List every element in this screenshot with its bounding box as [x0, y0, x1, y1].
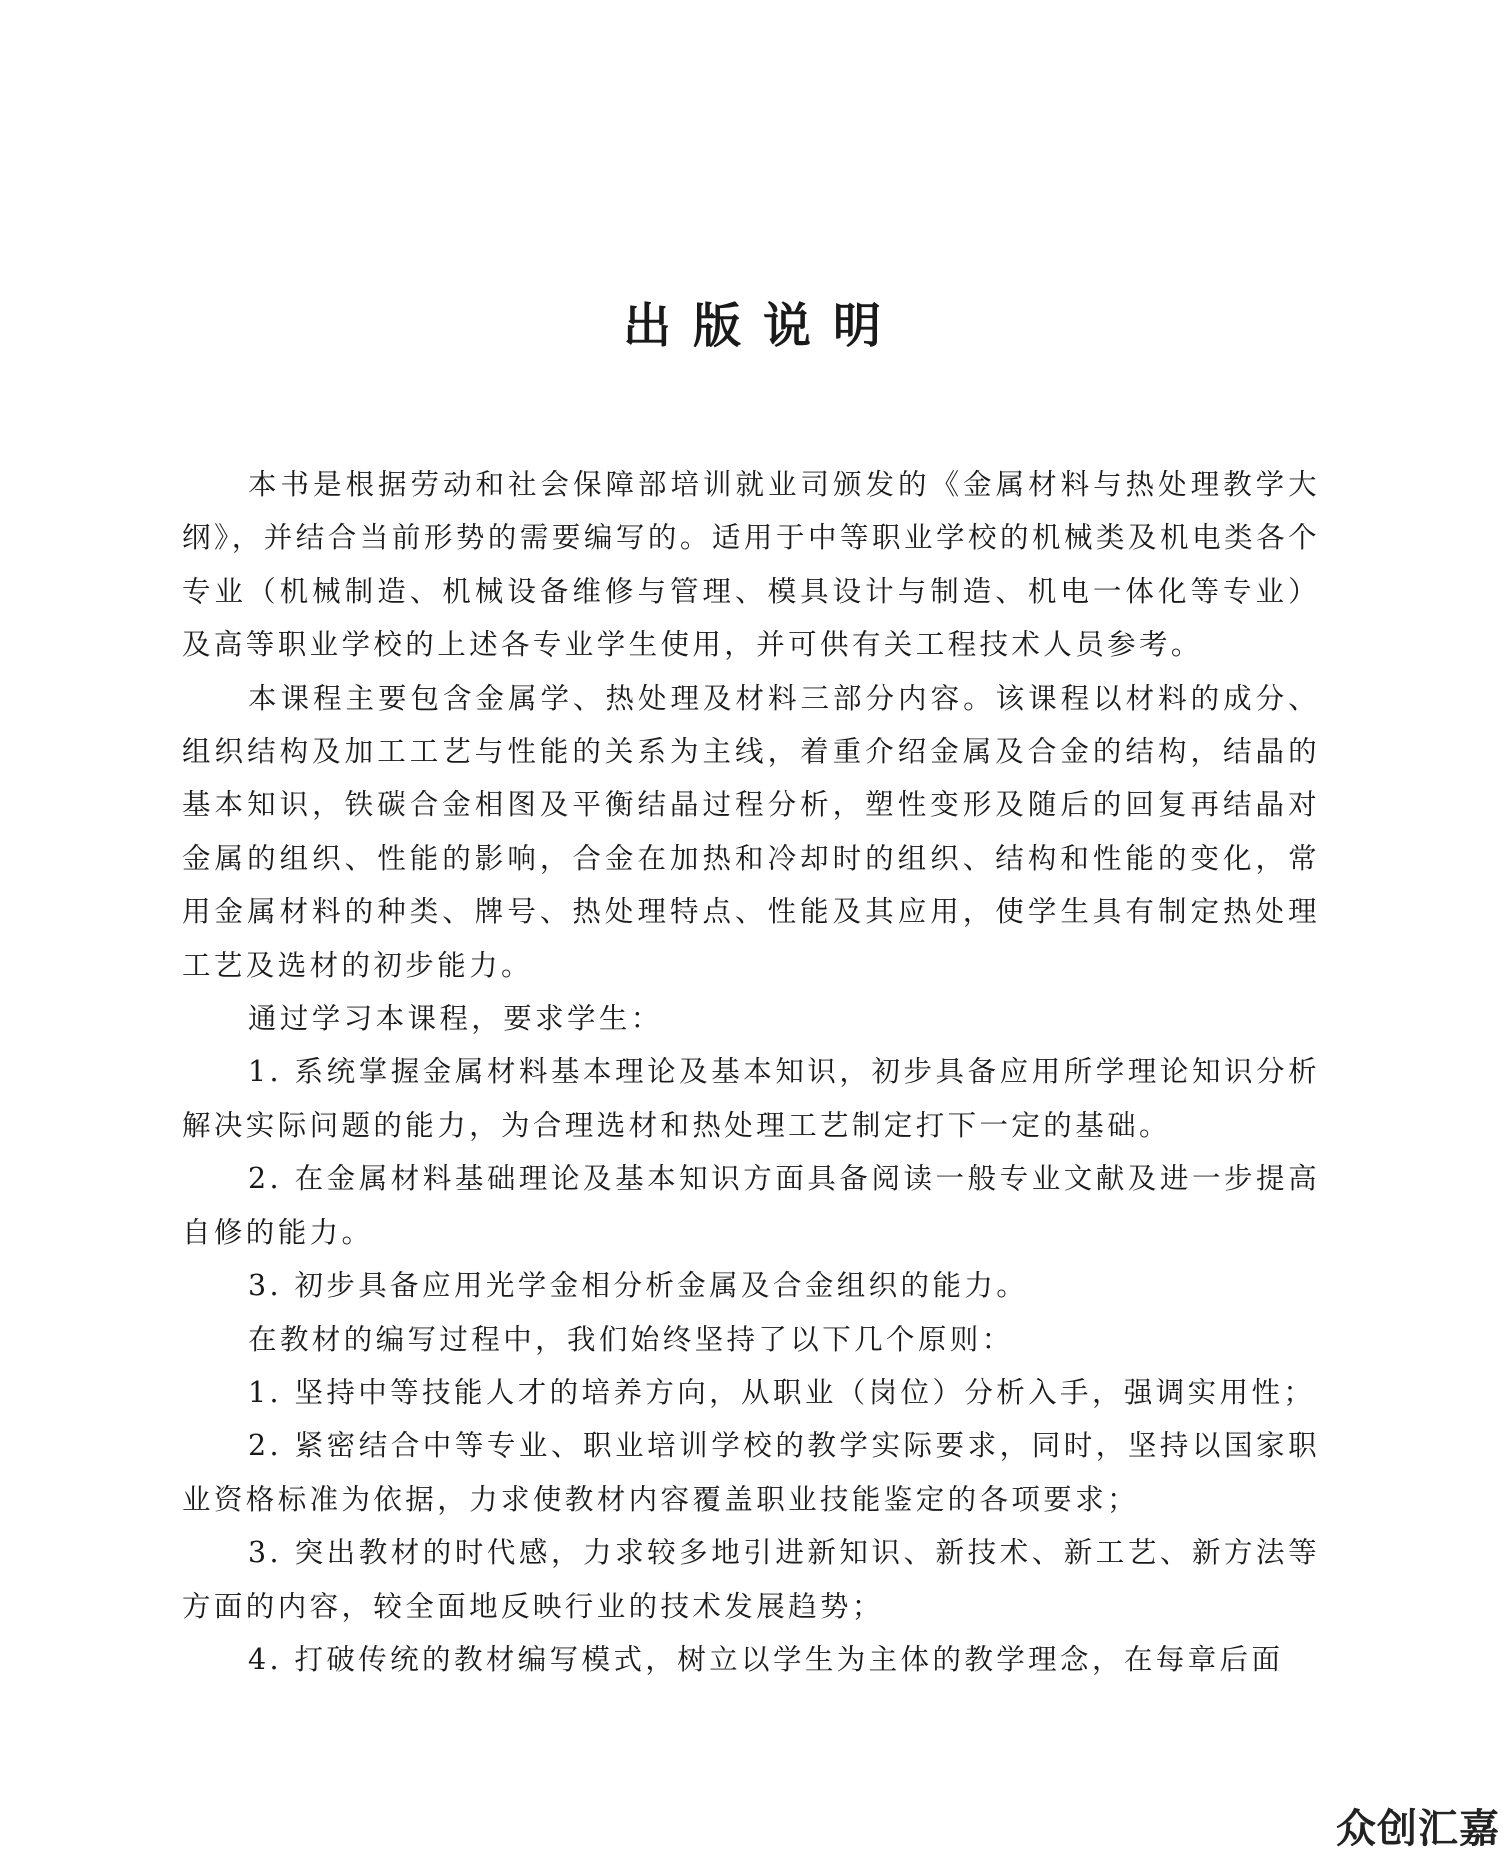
watermark-logo: 众创汇嘉: [1336, 1806, 1500, 1852]
paragraph-intro: 本书是根据劳动和社会保障部培训就业司颁发的《金属材料与热处理教学大纲》，并结合当前形势的需要编写的。适用于中等职业学校的机械类及机电类各个专业（机械制造、机械设备维修与管理、模具设计与制造、机电一体化等专业）及高等职业学校的上述各专业学生使用，并可供有关工程技术人员参考。: [182, 468, 1320, 662]
paragraph-requirements-lead: 通过学习本课程，要求学生：: [248, 1002, 663, 1036]
paragraph-course-content: 本课程主要包含金属学、热处理及材料三部分内容。该课程以材料的成分、组织结构及加工工艺与性能的关系为主线，着重介绍金属及合金的结构，结晶的基本知识，铁碳合金相图及平衡结晶过程分析，塑性变形及随后的回复再结晶对金属的组织、性能的影响，合金在加热和冷却时的组织、结构和性能的变化，常用金属材料的种类、牌号、热处理特点、性能及其应用，使学生具有制定热处理工艺及选材的初步能力。: [182, 681, 1320, 982]
principle-item-2: 2. 紧密结合中等专业、职业培训学校的教学实际要求，同时，坚持以国家职业资格标准为依据，力求使教材内容覆盖职业技能鉴定的各项要求；: [182, 1429, 1320, 1516]
principle-item-1: 1. 坚持中等技能人才的培养方向，从职业（岗位）分析入手，强调实用性；: [248, 1375, 1316, 1409]
principle-item-3: 3. 突出教材的时代感，力求较多地引进新知识、新技术、新工艺、新方法等方面的内容，较全面地反映行业的技术发展趋势；: [182, 1536, 1320, 1623]
requirement-item-1: 1. 系统掌握金属材料基本理论及基本知识，初步具备应用所学理论知识分析解决实际问题的能力，为合理选材和热处理工艺制定打下一定的基础。: [182, 1055, 1320, 1142]
requirement-item-3: 3. 初步具备应用光学金相分析金属及合金组织的能力。: [248, 1269, 1029, 1303]
principle-item-4: 4. 打破传统的教材编写模式，树立以学生为主体的教学理念，在每章后面: [248, 1642, 1284, 1676]
page-title: 出版说明: [622, 298, 903, 354]
paragraph-principles-lead: 在教材的编写过程中，我们始终坚持了以下几个原则：: [248, 1322, 1014, 1356]
requirement-item-2: 2. 在金属材料基础理论及基本知识方面具备阅读一般专业文献及进一步提高自修的能力。: [182, 1162, 1320, 1249]
document-body: [182, 458, 1320, 1686]
